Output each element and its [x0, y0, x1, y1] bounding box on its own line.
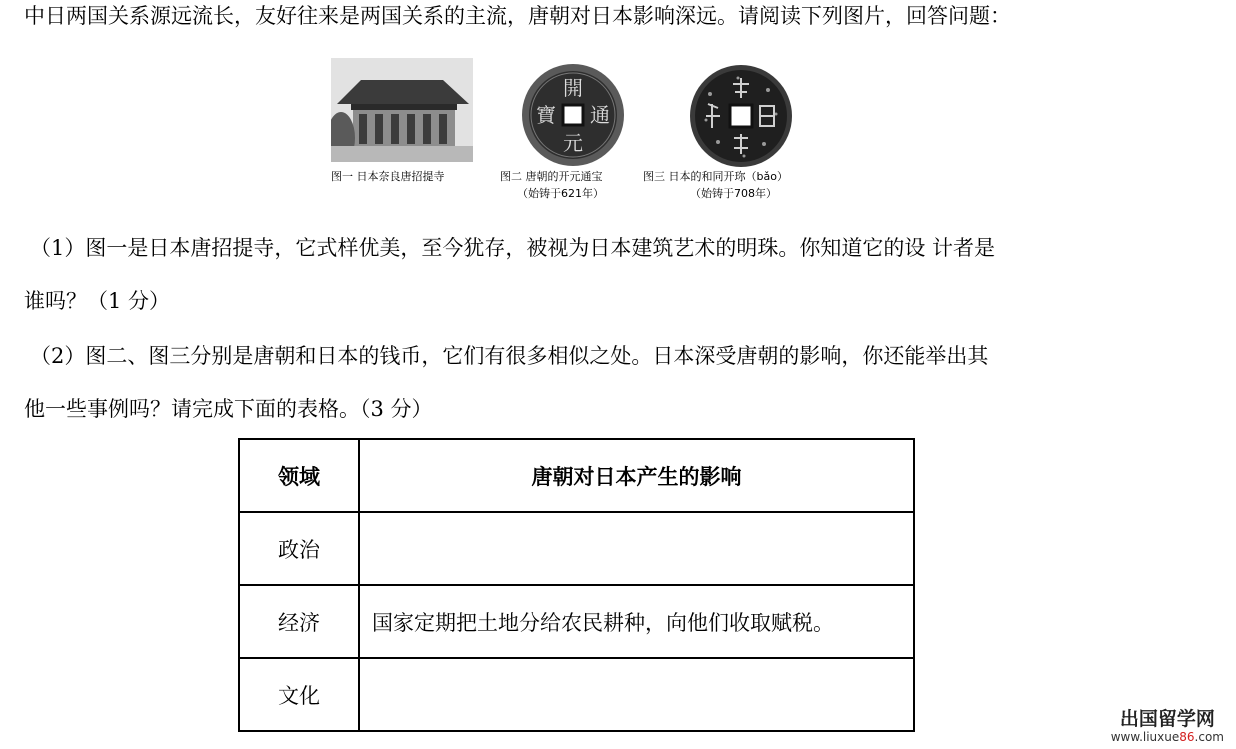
coin-char-bottom: 元: [563, 131, 583, 155]
watermark-url-suffix: .com: [1194, 730, 1224, 744]
site-watermark: [1111, 710, 1224, 746]
coin-char-right: 通: [590, 103, 610, 127]
table-row: [239, 585, 914, 658]
temple-photo: [331, 58, 473, 162]
question-1-line-1: （1）图一是日本唐招提寺，它式样优美，至今犹存，被视为日本建筑艺术的明珠。你知道它的设 计者是: [30, 236, 996, 260]
field-cell: 经济: [239, 585, 359, 658]
intro-paragraph: 中日两国关系源远流长，友好往来是两国关系的主流，唐朝对日本影响深远。请阅读下列图片，回答问题：: [24, 4, 1011, 28]
coin-char-left: 寶: [536, 103, 556, 127]
fig3-subcaption: （始铸于708年）: [690, 187, 777, 200]
table-row: [239, 658, 914, 731]
question-1-line-2: 谁吗？（1 分）: [24, 289, 171, 313]
effect-cell[interactable]: [359, 658, 914, 731]
watermark-site-name: 出国留学网: [1119, 708, 1215, 730]
wado-coin-image: [688, 64, 794, 172]
fig3-caption: 图三 日本的和同开珎（bǎo）: [643, 170, 788, 183]
coin-char-top: 開: [563, 76, 583, 100]
field-cell: 政治: [239, 512, 359, 585]
question-2-line-2: 他一些事例吗？请完成下面的表格。（3 分）: [24, 397, 433, 421]
question-2-line-1: （2）图二、图三分别是唐朝和日本的钱币，它们有很多相似之处。日本深受唐朝的影响，你还能举出其: [30, 344, 989, 368]
influence-table: [238, 438, 915, 732]
effect-cell[interactable]: 国家定期把土地分给农民耕种，向他们收取赋税。: [359, 585, 914, 658]
watermark-url-prefix: www.liuxue: [1110, 730, 1180, 744]
watermark-url: [1111, 728, 1224, 746]
fig1-caption: 图一 日本奈良唐招提寺: [331, 170, 445, 183]
fig2-subcaption: （始铸于621年）: [517, 187, 604, 200]
field-cell: 文化: [239, 658, 359, 731]
kaiyuan-coin-image: [520, 62, 626, 172]
table-row: [239, 512, 914, 585]
header-field: 领域: [239, 439, 359, 512]
fig2-caption: 图二 唐朝的开元通宝: [500, 170, 603, 183]
header-effect: 唐朝对日本产生的影响: [359, 439, 914, 512]
effect-cell[interactable]: [359, 512, 914, 585]
table-header-row: [239, 439, 914, 512]
watermark-url-number: 86: [1179, 730, 1195, 744]
